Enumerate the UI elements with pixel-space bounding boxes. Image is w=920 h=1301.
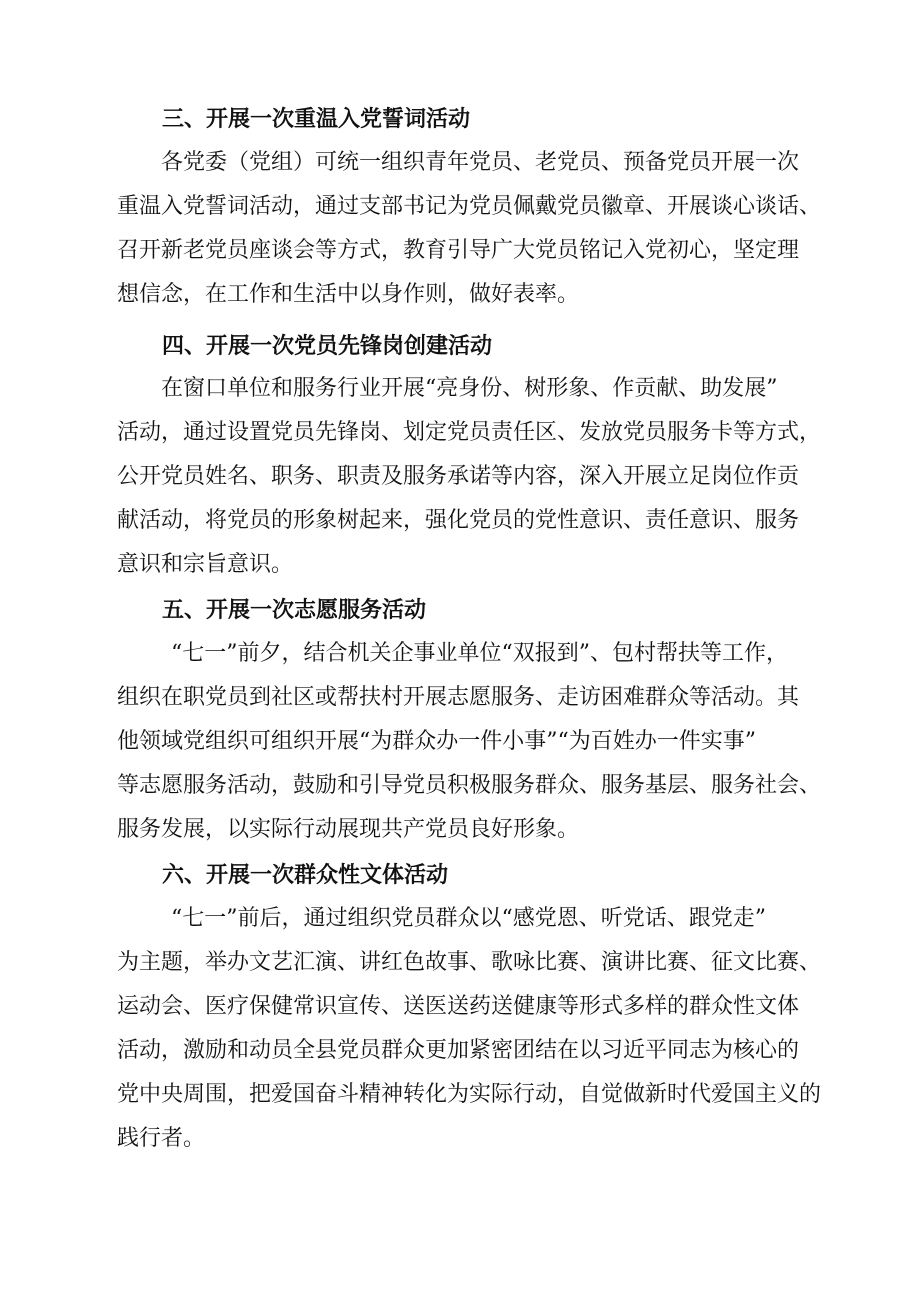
paragraph-line: 践行者。 <box>117 1126 206 1151</box>
paragraph-line: 等志愿服务活动，鼓励和引导党员积极服务群众、服务基层、服务社会、 <box>117 773 822 798</box>
paragraph-line: 在窗口单位和服务行业开展“亮身份、树形象、作贡献、助发展” <box>161 376 778 401</box>
paragraph-line: 活动，激励和动员全县党员群众更加紧密团结在以习近平同志为核心的 <box>117 1038 800 1063</box>
paragraph-line: 服务发展，以实际行动展现共产党员良好形象。 <box>117 817 580 842</box>
paragraph-line: 为主题，举办文艺汇演、讲红色故事、歌咏比赛、演讲比赛、征文比赛、 <box>117 950 822 975</box>
paragraph-line: 献活动，将党员的形象树起来，强化党员的党性意识、责任意识、服务 <box>117 508 800 533</box>
paragraph-line: 想信念，在工作和生活中以身作则，做好表率。 <box>117 282 580 307</box>
paragraph-line: 党中央周围，把爱国奋斗精神转化为实际行动，自觉做新时代爱国主义的 <box>117 1082 822 1107</box>
section-heading: 六、开展一次群众性文体活动 <box>162 863 449 888</box>
paragraph-line: “七一”前夕，结合机关企事业单位“双报到”、包村帮扶等工作， <box>171 641 788 666</box>
paragraph-line: 组织在职党员到社区或帮扶村开展志愿服务、走访困难群众等活动。其 <box>117 685 800 710</box>
paragraph-line: 意识和宗旨意识。 <box>117 552 294 577</box>
paragraph-line: 活动，通过设置党员先锋岗、划定党员责任区、发放党员服务卡等方式， <box>117 420 822 445</box>
paragraph-line: 各党委（党组）可统一组织青年党员、老党员、预备党员开展一次 <box>161 150 800 175</box>
section-heading: 三、开展一次重温入党誓词活动 <box>162 107 471 132</box>
paragraph-line: 运动会、医疗保健常识宣传、送医送药送健康等形式多样的群众性文体 <box>117 994 800 1019</box>
paragraph-line: 他领域党组织可组织开展“为群众办一件小事”“为百姓办一件实事” <box>117 729 756 754</box>
section-heading: 五、开展一次志愿服务活动 <box>162 598 427 623</box>
section-heading: 四、开展一次党员先锋岗创建活动 <box>162 334 493 359</box>
paragraph-line: “七一”前后，通过组织党员群众以“感党恩、听党话、跟党走” <box>171 906 766 931</box>
paragraph-line: 公开党员姓名、职务、职责及服务承诺等内容，深入开展立足岗位作贡 <box>117 464 800 489</box>
paragraph-line: 重温入党誓词活动，通过支部书记为党员佩戴党员徽章、开展谈心谈话、 <box>117 194 822 219</box>
paragraph-line: 召开新老党员座谈会等方式，教育引导广大党员铭记入党初心，坚定理 <box>117 238 800 263</box>
